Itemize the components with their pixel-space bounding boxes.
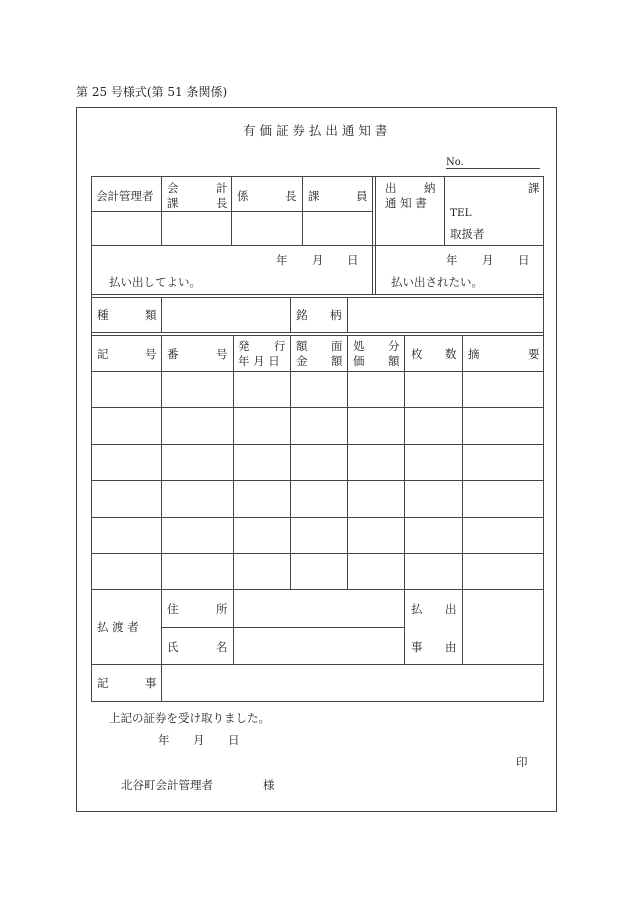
right-date-day: 日 — [518, 253, 530, 267]
notice-divider — [444, 176, 445, 245]
kind-row-divider — [290, 297, 291, 332]
remarks-divider — [161, 664, 162, 701]
approver-kakaricho-right: 長 — [285, 189, 297, 203]
brand-label-right: 柄 — [330, 308, 342, 322]
col-kigo-left: 記 — [97, 347, 109, 361]
securities-column-divider — [404, 335, 405, 589]
address-label-right: 所 — [216, 602, 228, 616]
approver-kaikei-kanrisha: 会計管理者 — [96, 189, 154, 203]
securities-row-line — [91, 480, 544, 481]
col-maisu-left: 枚 — [411, 347, 423, 361]
col-tekiyo-left: 摘 — [468, 347, 480, 361]
col-shobun-top-left: 処 — [353, 339, 365, 353]
kind-row-top-double — [91, 297, 544, 298]
no-underline — [446, 168, 540, 169]
receipt-month: 月 — [193, 733, 205, 747]
kind-label-left: 種 — [97, 308, 109, 322]
kind-row-divider — [161, 297, 162, 332]
securities-column-divider — [233, 335, 234, 589]
securities-row-line — [91, 517, 544, 518]
approver-kaikei-kacho-top-left: 会 — [167, 181, 179, 195]
reason-label-top-left: 払 — [411, 602, 423, 616]
col-shobun-top-right: 分 — [388, 339, 400, 353]
notice-handler: 取扱者 — [450, 227, 485, 241]
approver-kain-left: 課 — [308, 189, 320, 203]
name-label-right: 名 — [216, 640, 228, 654]
addressee-honorific: 様 — [263, 778, 275, 792]
notice-form — [76, 107, 557, 812]
transferee-divider — [404, 589, 405, 664]
col-shobun-bottom-right: 額 — [388, 354, 400, 368]
col-gakumen-top-left: 額 — [296, 339, 308, 353]
notice-label-top-right: 納 — [424, 181, 436, 195]
notice-label-top-left: 出 — [385, 181, 397, 195]
form-number-header: 第 25 号様式(第 51 条関係) — [76, 85, 228, 99]
pay-request-text: 払い出されたい。 — [391, 275, 483, 289]
transferee-bottom — [91, 664, 544, 665]
notice-ka: 課 — [528, 181, 540, 195]
col-hakko-top-left: 発 — [238, 339, 250, 353]
approval-notice-divider — [375, 176, 376, 294]
transferee-midline — [161, 627, 404, 628]
receipt-text: 上記の証券を受け取りました。 — [109, 711, 270, 725]
reason-label-bottom-left: 事 — [411, 640, 423, 654]
securities-column-divider — [462, 335, 463, 589]
approver-kaikei-kacho-bottom-left: 課 — [167, 196, 179, 210]
notice-label-bottom: 通 知 書 — [385, 196, 427, 210]
col-bango-left: 番 — [167, 347, 179, 361]
kind-row-bottom — [91, 332, 544, 333]
right-date-month: 月 — [482, 253, 494, 267]
approval-midline — [91, 211, 372, 212]
securities-column-divider — [347, 335, 348, 589]
securities-column-divider — [290, 335, 291, 589]
kind-row-bottom-double — [91, 335, 544, 336]
addressee: 北谷町会計管理者 — [121, 778, 213, 792]
brand-label-left: 銘 — [296, 308, 308, 322]
kind-row-top — [91, 294, 544, 295]
right-date-year: 年 — [446, 253, 458, 267]
table-bottom-border — [91, 701, 544, 702]
receipt-year: 年 — [158, 733, 170, 747]
left-date-year: 年 — [276, 253, 288, 267]
reason-label-bottom-right: 由 — [445, 640, 457, 654]
no-label: No. — [446, 157, 464, 168]
seal-mark: 印 — [516, 755, 528, 769]
approval-lower-line — [91, 245, 544, 246]
col-gakumen-top-right: 面 — [331, 339, 343, 353]
col-bango-right: 号 — [216, 347, 228, 361]
left-date-month: 月 — [312, 253, 324, 267]
col-tekiyo-right: 要 — [528, 347, 540, 361]
col-gakumen-bottom-right: 額 — [331, 354, 343, 368]
approver-kain-right: 員 — [356, 189, 368, 203]
approval-notice-divider — [372, 176, 373, 294]
col-kigo-right: 号 — [145, 347, 157, 361]
col-hakko-top-right: 行 — [274, 339, 286, 353]
col-gakumen-bottom-left: 金 — [296, 354, 308, 368]
col-hakko-bottom: 年 月 日 — [238, 354, 280, 368]
pay-ok-text: 払い出してよい。 — [109, 275, 201, 289]
reason-label-top-right: 出 — [445, 602, 457, 616]
securities-row-line — [91, 444, 544, 445]
securities-row-line — [91, 371, 544, 372]
remarks-label-right: 事 — [145, 676, 157, 690]
form-title: 有 価 証 券 払 出 通 知 書 — [243, 123, 388, 138]
left-date-day: 日 — [347, 253, 359, 267]
notice-tel: TEL — [450, 207, 472, 219]
col-shobun-bottom-left: 価 — [353, 354, 365, 368]
kind-row-divider — [347, 297, 348, 332]
approver-kaikei-kacho-top-right: 計 — [216, 181, 228, 195]
approver-kakaricho-left: 係 — [237, 189, 249, 203]
securities-column-divider — [161, 335, 162, 589]
approver-kaikei-kacho-bottom-right: 長 — [216, 196, 228, 210]
receipt-day: 日 — [228, 733, 240, 747]
transferee-divider — [462, 589, 463, 664]
table-top-border — [91, 176, 544, 177]
table-left-border — [91, 176, 92, 701]
remarks-label-left: 記 — [97, 676, 109, 690]
table-right-border — [543, 176, 544, 701]
transferee-label: 払 渡 者 — [97, 620, 139, 634]
securities-row-line — [91, 553, 544, 554]
securities-table-bottom — [91, 589, 544, 590]
kind-label-right: 類 — [145, 308, 157, 322]
name-label-left: 氏 — [167, 640, 179, 654]
address-label-left: 住 — [167, 602, 179, 616]
col-maisu-right: 数 — [445, 347, 457, 361]
securities-row-line — [91, 407, 544, 408]
